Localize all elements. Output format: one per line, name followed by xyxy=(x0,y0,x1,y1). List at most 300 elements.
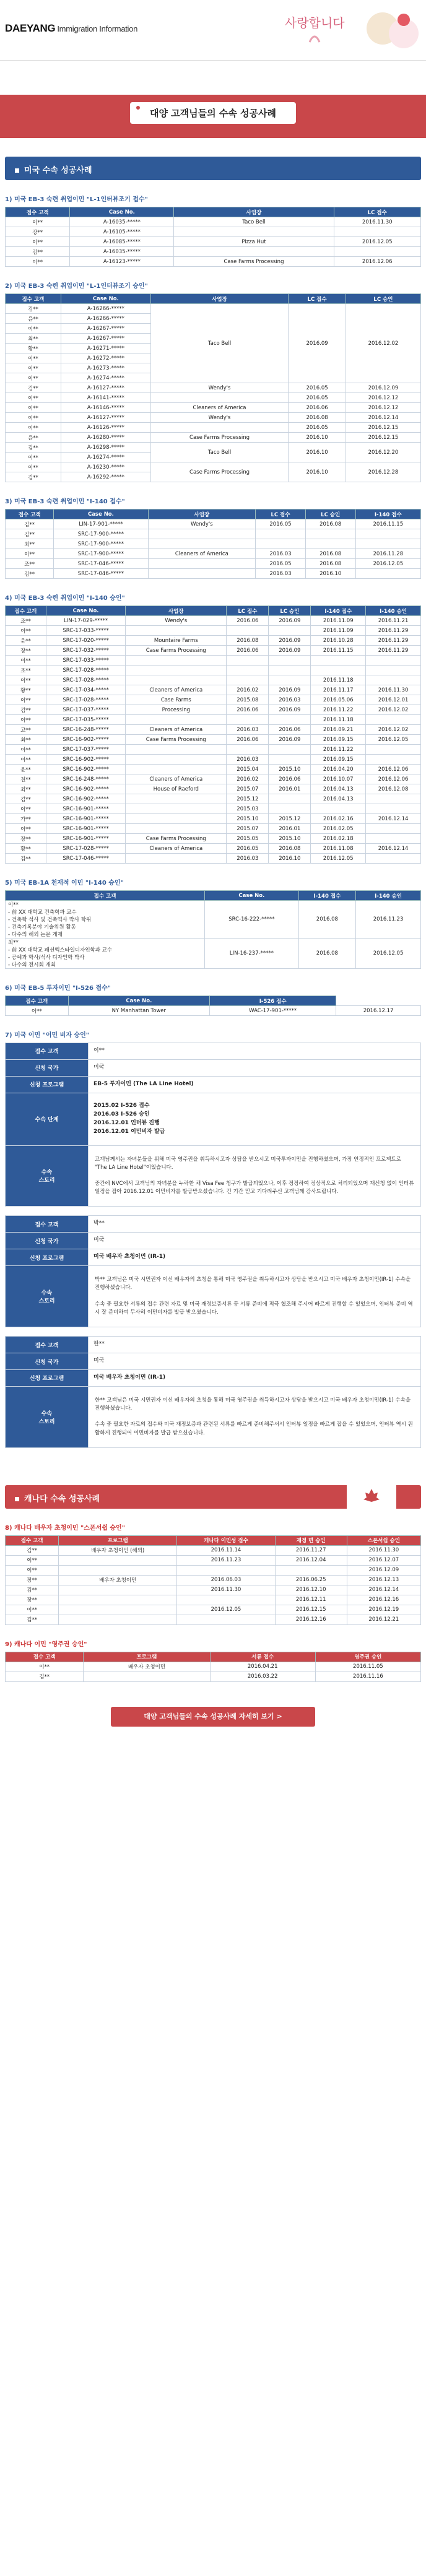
lc-approved-cell: 2016.12.20 xyxy=(346,443,420,462)
table-cell xyxy=(305,529,355,539)
customer-cell: 김** xyxy=(6,443,61,453)
customer-cell: 김** xyxy=(6,472,61,482)
customer-cell: 이** xyxy=(6,324,61,334)
table-cell: 이** xyxy=(6,1662,84,1672)
table-cell: 2016.11.27 xyxy=(275,1545,347,1555)
page-title: 대양 고객님들의 수속 성공사례 xyxy=(130,102,296,124)
story-value: 고객님께서는 자녀분들을 위해 미국 영주권을 취득하시고자 상담을 받으시고 미국투자이민을 진행하셨으며, 가장 안정적인 프로젝트로 "The LA Line Hotel"이었습니다. 중간에 NVC에서 고객님의 자녀분을 누락한 채 Visa Fee 청구가 발급되었으나, 이후 정정하여 정상적으로 처리되었으며 재신청 없이 인터뷰 일정을 잡아 2016.12.01 이민비자를 발급받으셨습니다. 긴 기간 믿고 기다려주신 고객님께 감사드립니다. xyxy=(89,1145,421,1207)
table-cell xyxy=(269,666,311,675)
table-cell: 2016.02 xyxy=(227,774,269,784)
section-title: 4) 미국 EB-3 숙련 취업이민 "I-140 승인" xyxy=(5,595,125,602)
table-cell: 2015.03 xyxy=(227,804,269,814)
table-cell: 이** xyxy=(6,1565,59,1575)
table-cell: SRC-17-900-***** xyxy=(54,549,148,559)
table-cell: 황** xyxy=(6,844,46,854)
column-header: 접수 고객 xyxy=(6,294,61,304)
table-row xyxy=(6,636,421,646)
column-header: 서류 접수 xyxy=(210,1652,315,1662)
table-row xyxy=(6,549,421,559)
lc-filed-cell: 2016.05 xyxy=(289,423,346,433)
customer-cell: 최** xyxy=(6,334,61,344)
row-label: 신청 국가 xyxy=(6,1233,89,1249)
case-no-cell: A-16267-***** xyxy=(61,324,150,334)
table-row xyxy=(6,519,421,529)
table-row xyxy=(6,383,421,393)
table-cell: SRC-17-032-***** xyxy=(46,646,125,656)
section-2 xyxy=(5,280,421,482)
column-header: Case No. xyxy=(70,207,174,217)
table-cell: 2016.12.05 xyxy=(334,237,420,247)
table-cell: 2016.12.14 xyxy=(366,844,421,854)
table-cell: 2015.05 xyxy=(227,834,269,844)
column-header: 사업장 xyxy=(126,606,227,616)
table-cell xyxy=(227,666,269,675)
table-cell: 조** xyxy=(6,616,46,626)
case-no-cell: A-16267-***** xyxy=(61,334,150,344)
table-cell: 이** xyxy=(6,1605,59,1615)
column-header: LC 접수 xyxy=(256,510,306,519)
table-row xyxy=(6,304,421,314)
table-cell: 2016.10 xyxy=(269,854,311,864)
table-cell xyxy=(126,794,227,804)
table-cell: 2016.12.07 xyxy=(347,1555,420,1565)
table-row xyxy=(6,814,421,824)
table-row xyxy=(6,443,421,453)
step-item: 2015.02 I-526 접수 xyxy=(93,1102,150,1109)
column-header: 접수 고객 xyxy=(6,1535,59,1545)
employer-cell: Taco Bell xyxy=(150,443,288,462)
table-cell: 2016.12.01 xyxy=(366,695,421,705)
table-cell: 2015.07 xyxy=(227,784,269,794)
column-header: 재정 면 승인 xyxy=(275,1535,347,1545)
table-cell: 2016.03 xyxy=(227,725,269,735)
table-cell: 2016.02.05 xyxy=(311,824,366,834)
table-cell: 가** xyxy=(6,814,46,824)
table-cell: 2016.06 xyxy=(227,735,269,745)
table-cell: 2016.12.14 xyxy=(347,1585,420,1595)
table-cell: 2016.06.03 xyxy=(177,1575,275,1585)
table-cell: 2016.06.25 xyxy=(275,1575,347,1585)
table-cell xyxy=(227,656,269,666)
table-cell: 2016.12.19 xyxy=(347,1605,420,1615)
table-cell: Cleaners of America xyxy=(126,844,227,854)
table-cell xyxy=(334,227,420,237)
table-cell: 조** xyxy=(6,559,54,569)
table-cell: SRC-17-028-***** xyxy=(46,695,125,705)
table-cell: A-16085-***** xyxy=(70,237,174,247)
table-cell: 배우자 초청이민 xyxy=(84,1662,210,1672)
table-row xyxy=(6,695,421,705)
table-cell xyxy=(256,539,306,549)
table-cell: 최** xyxy=(6,784,46,794)
section-6 xyxy=(5,982,421,1016)
customer-cell: 이** xyxy=(6,453,61,462)
table-cell xyxy=(174,227,334,237)
table-cell: Case Farms Processing xyxy=(126,646,227,656)
pr-approval-table xyxy=(5,1652,421,1682)
table-row xyxy=(6,939,421,969)
table-cell: NY Manhattan Tower xyxy=(68,1006,210,1016)
lc-approved-cell: 2016.12.12 xyxy=(346,403,420,413)
table-cell: 2015.07 xyxy=(227,824,269,834)
table-row xyxy=(6,1585,421,1595)
table-row xyxy=(6,529,421,539)
site-logo[interactable]: DAEYANG Immigration Information xyxy=(5,22,138,34)
table-cell: Processing xyxy=(126,705,227,715)
table-cell: 2016.09 xyxy=(269,646,311,656)
column-header: 사업장 xyxy=(150,294,288,304)
column-header: I-140 접수 xyxy=(311,606,366,616)
section-9 xyxy=(5,1639,421,1682)
column-header: LC 승인 xyxy=(346,294,420,304)
table-row xyxy=(6,413,421,423)
table-cell: 2016.10.07 xyxy=(311,774,366,784)
table-header-row xyxy=(6,294,421,304)
visa-stories xyxy=(5,1043,421,1448)
table-cell xyxy=(59,1565,177,1575)
table-cell: 2016.04.20 xyxy=(311,765,366,774)
section-title: 8) 캐나다 배우자 초청이민 "스폰서쉽 승인" xyxy=(5,1524,125,1532)
table-cell: SRC-16-901-***** xyxy=(46,804,125,814)
table-cell: 2016.11.30 xyxy=(177,1585,275,1595)
case-no-cell: A-16230-***** xyxy=(61,462,150,472)
table-row xyxy=(6,626,421,636)
table-cell: 이** xyxy=(6,695,46,705)
column-header: 사업장 xyxy=(148,510,256,519)
table-cell: 2016.08 xyxy=(305,559,355,569)
table-cell: 이** xyxy=(6,745,46,755)
table-cell xyxy=(269,675,311,685)
table-cell: 2016.12.02 xyxy=(366,705,421,715)
table-cell xyxy=(305,539,355,549)
table-row xyxy=(6,1605,421,1615)
table-row xyxy=(6,462,421,472)
employer-cell: Case Farms Processing xyxy=(150,433,288,443)
table-cell: SRC-16-902-***** xyxy=(46,794,125,804)
table-cell: 2016.11.18 xyxy=(311,675,366,685)
table-cell: 2016.12.15 xyxy=(275,1605,347,1615)
case-no-cell: A-16272-***** xyxy=(61,353,150,363)
table-cell xyxy=(366,656,421,666)
table-cell: Cleaners of America xyxy=(126,774,227,784)
table-cell: 2016.06 xyxy=(227,646,269,656)
table-row xyxy=(6,403,421,413)
table-cell xyxy=(366,675,421,685)
column-header: Case No. xyxy=(61,294,150,304)
table-cell: SRC-16-902-***** xyxy=(46,765,125,774)
table-cell xyxy=(269,804,311,814)
table-cell xyxy=(355,529,420,539)
table-cell: 배우자 초청이민 (해외) xyxy=(59,1545,177,1555)
table-row xyxy=(6,247,421,257)
employer-cell: Wendy's xyxy=(150,383,288,393)
table-cell: 2016.11.30 xyxy=(366,685,421,695)
table-cell: 2016.01 xyxy=(269,824,311,834)
table-cell xyxy=(355,539,420,549)
case-no-cell: A-16146-***** xyxy=(61,403,150,413)
column-header: Case No. xyxy=(46,606,125,616)
table-row xyxy=(6,1615,421,1624)
customer-cell: 황** xyxy=(6,344,61,353)
table-cell xyxy=(311,804,366,814)
table-row xyxy=(6,834,421,844)
lc-filed-cell: 2016.05 xyxy=(289,383,346,393)
table-row xyxy=(6,804,421,814)
table-cell: 2016.12.16 xyxy=(275,1615,347,1624)
table-cell: 2016.09.21 xyxy=(311,725,366,735)
table-header-row xyxy=(6,207,421,217)
table-cell: 2015.12 xyxy=(269,814,311,824)
table-row xyxy=(6,227,421,237)
table-cell: 2016.01 xyxy=(269,784,311,794)
table-row xyxy=(6,745,421,755)
table-row xyxy=(6,1006,421,1016)
table-cell: 고** xyxy=(6,725,46,735)
table-cell xyxy=(366,745,421,755)
table-cell: 이** xyxy=(6,715,46,725)
section-4 xyxy=(5,592,421,864)
column-header: 프로그램 xyxy=(59,1535,177,1545)
table-row xyxy=(6,1545,421,1555)
table-cell xyxy=(275,1565,347,1575)
lc-approval-table xyxy=(5,293,421,482)
section-1 xyxy=(5,194,421,267)
table-cell xyxy=(311,666,366,675)
table-cell: 김** xyxy=(6,1672,84,1681)
table-cell: Cleaners of America xyxy=(148,549,256,559)
case-no-cell: A-16141-***** xyxy=(61,393,150,403)
table-cell: Case Farms Processing xyxy=(126,834,227,844)
table-cell xyxy=(227,626,269,636)
table-cell: 2016.03.22 xyxy=(210,1672,315,1681)
case-no-cell: A-16274-***** xyxy=(61,453,150,462)
column-header: 접수 고객 xyxy=(6,996,69,1006)
table-row xyxy=(6,685,421,695)
table-cell: 2016.09 xyxy=(269,735,311,745)
table-cell: 2016.10 xyxy=(305,569,355,579)
customer-cell: 김** xyxy=(6,304,61,314)
table-cell: 2015.12 xyxy=(227,794,269,804)
table-row xyxy=(6,844,421,854)
table-cell: 2016.12.14 xyxy=(366,814,421,824)
table-row xyxy=(6,1575,421,1585)
table-cell: 2016.11.15 xyxy=(311,646,366,656)
table-cell xyxy=(126,715,227,725)
lc-filed-cell: 2016.10 xyxy=(289,462,346,482)
case-no-cell: A-16266-***** xyxy=(61,304,150,314)
table-cell: 2016.12.13 xyxy=(347,1575,420,1585)
section-8 xyxy=(5,1522,421,1625)
steps-value xyxy=(89,1093,421,1145)
table-row xyxy=(6,854,421,864)
table-cell: 2016.09 xyxy=(269,705,311,715)
table-cell xyxy=(177,1595,275,1605)
customer-cell: 이** xyxy=(6,413,61,423)
table-cell: 2016.12.11 xyxy=(275,1595,347,1605)
lc-filed-cell: 2016.10 xyxy=(289,433,346,443)
table-cell: 2016.12.05 xyxy=(366,735,421,745)
table-cell xyxy=(355,569,420,579)
section-5 xyxy=(5,877,421,969)
table-cell xyxy=(174,247,334,257)
column-header: Case No. xyxy=(68,996,210,1006)
table-cell: SRC-17-900-***** xyxy=(54,539,148,549)
customer-cell: 윤** xyxy=(6,433,61,443)
employer-cell xyxy=(150,393,288,403)
table-cell: 김** xyxy=(6,519,54,529)
name-value: 한** xyxy=(89,1337,421,1353)
table-cell: Taco Bell xyxy=(174,217,334,227)
lc-approved-cell: 2016.12.14 xyxy=(346,413,420,423)
table-row xyxy=(6,656,421,666)
table-header-row xyxy=(6,510,421,519)
column-header: 접수 고객 xyxy=(6,1652,84,1662)
section-3 xyxy=(5,496,421,579)
step-item: 2016.12.01 이민비자 발급 xyxy=(93,1128,165,1135)
case-no-cell: A-16127-***** xyxy=(61,383,150,393)
table-cell: 2016.09.15 xyxy=(311,735,366,745)
table-cell: 2016.09 xyxy=(269,616,311,626)
table-row xyxy=(6,646,421,656)
table-cell: 조** xyxy=(6,666,46,675)
story-value: 박** 고객님은 미국 시민권자 이신 배우자의 초청을 통해 미국 영주권을 취득하시고자 상담을 받으시고 미국 배우자 초청이민(IR-1) 수속을 진행하셨습니다. 수속 중 필요한 서류의 접수 관련 자료 및 미국 재정보증서류 등 서류 준비에 적극 협조해 주시어 빠르게 진행할 수 있었으며, 인터뷰 준비 역시 잘 준비하여 무사히 이민비자를 발급 받으셨습니다. xyxy=(89,1266,421,1327)
lc-filing-table xyxy=(5,207,421,267)
table-cell xyxy=(334,247,420,257)
table-cell: 2016.11.08 xyxy=(311,844,366,854)
table-cell: 2016.11.17 xyxy=(311,685,366,695)
table-row xyxy=(6,735,421,745)
table-cell: 2016.12.05 xyxy=(311,854,366,864)
table-cell: LIN-16-237-***** xyxy=(205,939,299,969)
table-cell: 2016.08 xyxy=(269,844,311,854)
table-cell: 2016.11.14 xyxy=(177,1545,275,1555)
table-cell xyxy=(256,529,306,539)
table-cell: 2016.08 xyxy=(305,519,355,529)
table-cell xyxy=(84,1672,210,1681)
table-row xyxy=(6,1565,421,1575)
table-cell: 이** xyxy=(6,675,46,685)
section-title: 9) 캐나다 이민 "영주권 승인" xyxy=(5,1641,87,1648)
column-header: 캐나다 이민성 접수 xyxy=(177,1535,275,1545)
table-cell: 김** xyxy=(6,569,54,579)
table-row xyxy=(6,1555,421,1565)
column-header: Case No. xyxy=(205,891,299,901)
table-cell: 2015.10 xyxy=(269,765,311,774)
table-cell: 2016.11.15 xyxy=(355,519,420,529)
table-cell: 2015.04 xyxy=(227,765,269,774)
table-row xyxy=(6,901,421,939)
view-more-button[interactable]: 대양 고객님들의 수속 성공사례 자세히 보기 > xyxy=(111,1707,315,1727)
table-cell xyxy=(227,715,269,725)
table-cell: 2016.12.17 xyxy=(336,1006,421,1016)
svg-text:사랑합니다: 사랑합니다 xyxy=(285,15,345,30)
table-cell: 최** xyxy=(6,539,54,549)
canada-section-header: 캐나다 수속 성공사례 xyxy=(5,1485,421,1509)
case-no-cell: A-16126-***** xyxy=(61,423,150,433)
table-cell xyxy=(366,755,421,765)
table-cell: SRC-16-902-***** xyxy=(46,784,125,794)
eb5-table xyxy=(5,995,421,1016)
table-cell: 2016.11.09 xyxy=(311,616,366,626)
table-cell: 2016.11.09 xyxy=(311,626,366,636)
section-title: 1) 미국 EB-3 숙련 취업이민 "L-1인터뷰조기 접수" xyxy=(5,196,148,203)
step-item: 2016.03 I-526 승인 xyxy=(93,1111,150,1117)
row-label: 접수 고객 xyxy=(6,1337,89,1353)
table-cell: 2016.11.29 xyxy=(366,636,421,646)
row-label: 신청 프로그램 xyxy=(6,1369,89,1386)
table-cell xyxy=(126,745,227,755)
table-row xyxy=(6,1595,421,1605)
table-header-row xyxy=(6,996,421,1006)
table-cell xyxy=(126,814,227,824)
table-cell: 2016.03 xyxy=(227,755,269,765)
table-row xyxy=(6,257,421,267)
table-cell xyxy=(148,559,256,569)
table-cell: 2016.04.21 xyxy=(210,1662,315,1672)
table-cell: Case Farms Processing xyxy=(174,257,334,267)
table-row xyxy=(6,675,421,685)
section-title: 6) 미국 EB-5 투자이민 "I-526 접수" xyxy=(5,985,111,992)
table-cell: 이** xyxy=(6,755,46,765)
table-cell: 2016.11.22 xyxy=(311,745,366,755)
table-cell: 이** xyxy=(6,1555,59,1565)
column-header: 스폰서쉽 승인 xyxy=(347,1535,420,1545)
table-cell: 2016.05 xyxy=(256,559,306,569)
table-header-row xyxy=(6,1535,421,1545)
table-row xyxy=(6,539,421,549)
table-cell xyxy=(311,656,366,666)
table-cell: 2016.09.15 xyxy=(311,755,366,765)
story-table xyxy=(5,1215,421,1327)
table-cell: 이** xyxy=(6,804,46,814)
table-row xyxy=(6,755,421,765)
section-title: 2) 미국 EB-3 숙련 취업이민 "L-1인터뷰조기 승인" xyxy=(5,283,148,290)
table-cell: 이** xyxy=(6,237,70,247)
customer-cell: 이** xyxy=(6,403,61,413)
table-cell: A-16035-***** xyxy=(70,247,174,257)
table-cell: 김** xyxy=(6,1585,59,1595)
table-cell: 2016.12.10 xyxy=(275,1585,347,1595)
table-cell: 2016.06 xyxy=(227,705,269,715)
i140-approval-table xyxy=(5,605,421,864)
case-no-cell: A-16266-***** xyxy=(61,314,150,324)
table-cell: 2016.11.23 xyxy=(356,901,421,939)
table-cell: 2016.08 xyxy=(305,549,355,559)
program-value: 미국 배우자 초청이민 (IR-1) xyxy=(89,1249,421,1266)
table-cell: 배우자 초청이민 xyxy=(59,1575,177,1585)
table-cell: 2016.04.13 xyxy=(311,794,366,804)
table-cell: 2016.12.06 xyxy=(334,257,420,267)
customer-cell: 이** xyxy=(6,353,61,363)
column-header: LC 승인 xyxy=(305,510,355,519)
table-cell: 윤** xyxy=(6,765,46,774)
table-header-row xyxy=(6,1652,421,1662)
table-cell xyxy=(59,1605,177,1615)
table-cell: Pizza Hut xyxy=(174,237,334,247)
table-cell: SRC-17-037-***** xyxy=(46,705,125,715)
country-value: 미국 xyxy=(89,1353,421,1370)
site-header xyxy=(0,0,426,61)
country-value: 미국 xyxy=(89,1059,421,1076)
story-table xyxy=(5,1336,421,1448)
table-row xyxy=(6,237,421,247)
row-label: 수속 단계 xyxy=(6,1093,89,1145)
table-cell xyxy=(126,626,227,636)
table-cell: Cleaners of America xyxy=(126,725,227,735)
table-cell: 2016.05.06 xyxy=(311,695,366,705)
name-value: 이** xyxy=(89,1043,421,1060)
employer-cell: Case Farms Processing xyxy=(150,462,288,482)
